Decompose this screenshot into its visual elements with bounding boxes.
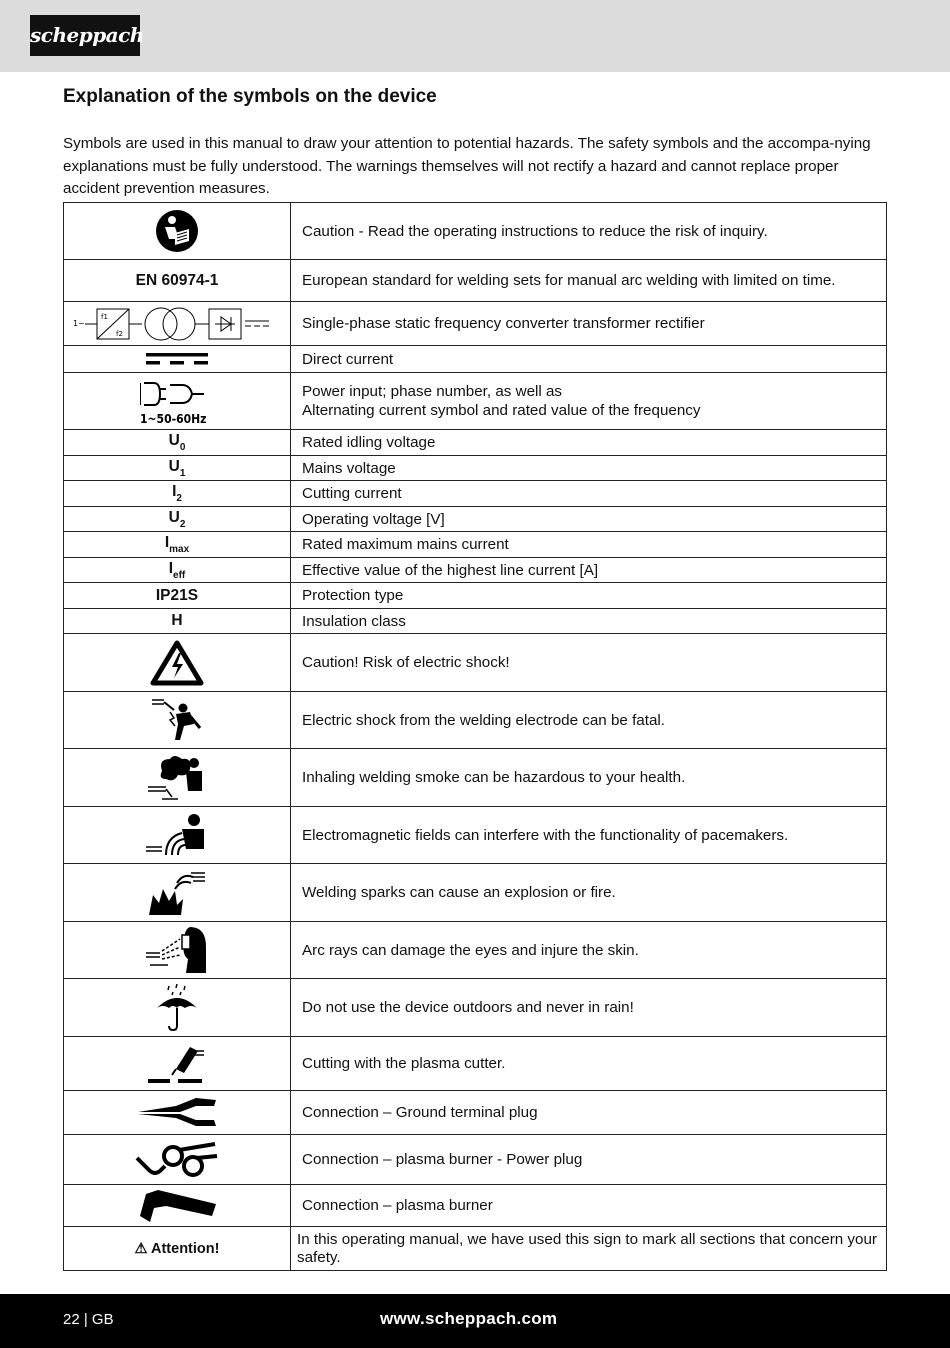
table-row: [64, 922, 887, 979]
symbol-cell: [64, 373, 291, 430]
page-number: 22 | GB: [63, 1311, 114, 1328]
symbol-cell: [64, 1135, 291, 1185]
table-row: [64, 864, 887, 922]
table-row: [64, 979, 887, 1037]
description-cell: Direct current: [291, 346, 887, 373]
umbrella-rain-icon: [155, 984, 199, 1032]
symbol-cell: [64, 346, 291, 373]
table-row: [64, 507, 887, 532]
description-cell: Connection – Ground terminal plug: [291, 1091, 887, 1135]
symbol-code: H: [64, 609, 291, 634]
page-title: Explanation of the symbols on the device: [63, 86, 437, 107]
description-cell: Cutting with the plasma cutter.: [291, 1037, 887, 1091]
symbol-cell: [64, 1091, 291, 1135]
phase-label: 1~: [73, 318, 85, 328]
read-manual-icon: [155, 209, 199, 253]
brand-logo: scheppach: [30, 15, 140, 56]
table-row: [64, 749, 887, 807]
direct-current-icon: [146, 352, 208, 366]
table-row: [64, 260, 887, 302]
electromagnetic-field-icon: [146, 811, 208, 859]
intro-paragraph: Symbols are used in this manual to draw your attention to potential hazards. The safety symbols and the accompa-nying explanations must be fully understood. The warnings themselves will not rectify a hazard and cannot replace proper accident prevention measures.: [63, 135, 871, 197]
symbol-cell: [64, 1185, 291, 1227]
symbol-cell: [64, 1037, 291, 1091]
description-cell: European standard for welding sets for manual arc welding with limited on time.: [291, 260, 887, 302]
symbol-cell: [64, 807, 291, 864]
symbol-code: IP21S: [64, 583, 291, 609]
description-cell: Do not use the device outdoors and never in rain!: [291, 979, 887, 1037]
description-cell: Electromagnetic fields can interfere with the functionality of pacemakers.: [291, 807, 887, 864]
burner-power-plug-icon: [135, 1138, 219, 1182]
table-row: [64, 1135, 887, 1185]
power-plug-icon: [140, 377, 214, 425]
table-row: [64, 1037, 887, 1091]
table-row: [64, 1185, 887, 1227]
symbol-cell: [64, 692, 291, 749]
table-row: [64, 302, 887, 346]
website-link[interactable]: www.scheppach.com: [380, 1309, 558, 1328]
description-cell: Caution! Risk of electric shock!: [291, 634, 887, 692]
symbol-cell: [64, 302, 291, 346]
description-cell: Connection – plasma burner - Power plug: [291, 1135, 887, 1185]
symbol-code: $I_2$: [64, 481, 291, 507]
table-row: [64, 203, 887, 260]
attention-label: ⚠ Attention!: [64, 1227, 291, 1271]
description-cell: Electric shock from the welding electrode can be fatal.: [291, 692, 887, 749]
table-row: [64, 456, 887, 481]
svg-text:f1: f1: [101, 312, 108, 321]
description-cell: Insulation class: [291, 609, 887, 634]
plasma-burner-icon: [136, 1188, 218, 1224]
symbol-code: $U_2$: [64, 507, 291, 532]
symbols-table: [63, 202, 887, 1271]
table-row: [64, 558, 887, 583]
welding-smoke-icon: [148, 753, 206, 803]
table-row: [64, 373, 887, 430]
description-cell: Welding sparks can cause an explosion or fire.: [291, 864, 887, 922]
table-row: [64, 532, 887, 558]
description-cell: Power input; phase number, as well as Alternating current symbol and rated value of the frequency: [291, 373, 887, 430]
table-row: [64, 609, 887, 634]
svg-text:f2: f2: [116, 329, 123, 338]
converter-transformer-rectifier-icon: [71, 307, 283, 341]
description-cell: Rated maximum mains current: [291, 532, 887, 558]
electric-shock-warning-icon: [150, 640, 204, 686]
symbol-cell: [64, 203, 291, 260]
table-row: [64, 583, 887, 609]
description-cell: Rated idling voltage: [291, 430, 887, 456]
description-cell: Caution - Read the operating instructions to reduce the risk of inquiry.: [291, 203, 887, 260]
symbol-code: $I_{eff}$: [64, 558, 291, 583]
description-cell: Effective value of the highest line current [A]: [291, 558, 887, 583]
symbol-cell: [64, 864, 291, 922]
header-bar: [0, 0, 950, 72]
description-cell: In this operating manual, we have used this sign to mark all sections that concern your safety.: [291, 1227, 887, 1271]
description-cell: Operating voltage [V]: [291, 507, 887, 532]
description-cell: Arc rays can damage the eyes and injure the skin.: [291, 922, 887, 979]
symbol-code: EN 60974-1: [64, 260, 291, 302]
table-row: [64, 1227, 887, 1271]
table-row: [64, 346, 887, 373]
ground-clamp-icon: [136, 1096, 218, 1130]
arc-rays-icon: [146, 925, 208, 975]
table-row: [64, 481, 887, 507]
symbol-cell: [64, 634, 291, 692]
symbol-cell: [64, 979, 291, 1037]
plasma-cutting-icon: [146, 1041, 208, 1087]
symbol-code: $I_{max}$: [64, 532, 291, 558]
frequency-label: 1~50-60Hz: [140, 412, 207, 425]
description-cell: Mains voltage: [291, 456, 887, 481]
symbol-code: $U_1$: [64, 456, 291, 481]
footer-bar: [0, 1294, 950, 1348]
symbol-cell: [64, 922, 291, 979]
table-row: [64, 634, 887, 692]
electrode-shock-icon: [150, 696, 204, 744]
table-row: [64, 1091, 887, 1135]
description-cell: Cutting current: [291, 481, 887, 507]
description-cell: Single-phase static frequency converter transformer rectifier: [291, 302, 887, 346]
symbol-cell: [64, 749, 291, 807]
table-row: [64, 692, 887, 749]
sparks-fire-icon: [147, 869, 207, 917]
table-row: [64, 430, 887, 456]
table-row: [64, 807, 887, 864]
symbol-code: $U_0$: [64, 430, 291, 456]
description-cell: Inhaling welding smoke can be hazardous to your health.: [291, 749, 887, 807]
description-cell: Protection type: [291, 583, 887, 609]
description-cell: Connection – plasma burner: [291, 1185, 887, 1227]
